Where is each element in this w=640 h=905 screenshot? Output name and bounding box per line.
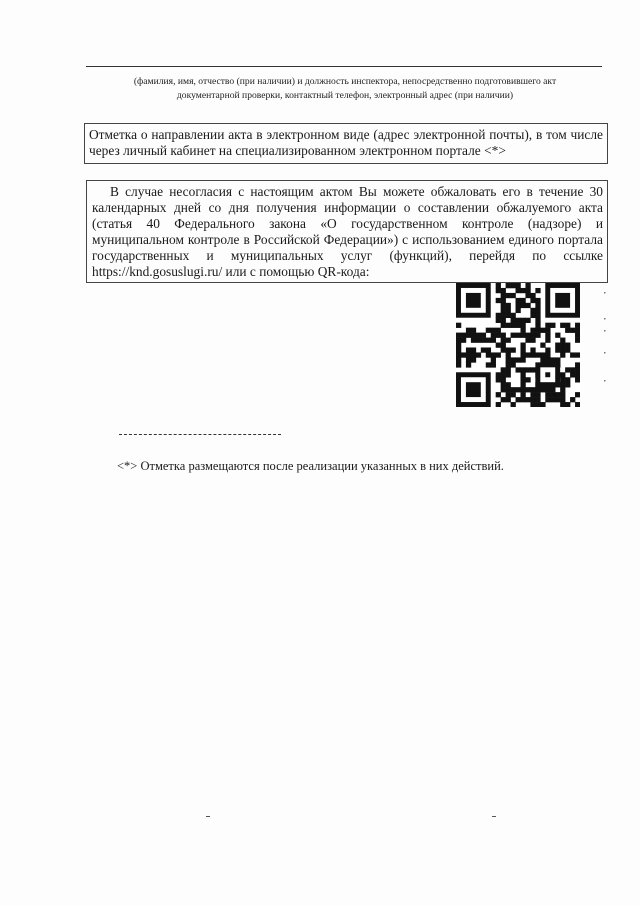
footnote-text: <*> Отметка размещаются после реализации указанных в них действий.	[117, 459, 504, 473]
margin-marks	[602, 290, 608, 400]
inspector-caption	[80, 75, 610, 103]
signature-line	[86, 66, 602, 67]
footnote	[117, 459, 597, 474]
scan-mark-right	[492, 816, 496, 817]
electronic-delivery-text: Отметка о направлении акта в электронном виде (адрес электронной почты), в том числе через личный кабинет на специализированном электронном портале <*>	[89, 127, 603, 158]
appeal-info-text: В случае несогласия с настоящим актом Вы можете обжаловать его в течение 30 календарных дней со дня получения информации о составлении обжалуемого акта (статья 40 Федерального закона «О государственном контроле (надзоре) и муниципальном контроле в Российской Федерации») с использованием единого портала государственных и муниципальных услуг (функций), перейдя по ссылке https://knd.gosuslugi.ru/ или с помощью QR-кода:	[92, 184, 603, 279]
inspector-caption-line-1: (фамилия, имя, отчество (при наличии) и должность инспектора, непосредственно подготовившего акт	[133, 76, 557, 87]
footnote-separator	[119, 434, 281, 435]
electronic-delivery-box	[84, 123, 608, 164]
inspector-caption-line-2: документарной проверки, контактный телефон, электронный адрес (при наличии)	[176, 90, 514, 101]
qr-code-icon[interactable]	[456, 283, 580, 407]
appeal-info-box	[86, 180, 608, 283]
scan-mark-left	[206, 816, 210, 817]
